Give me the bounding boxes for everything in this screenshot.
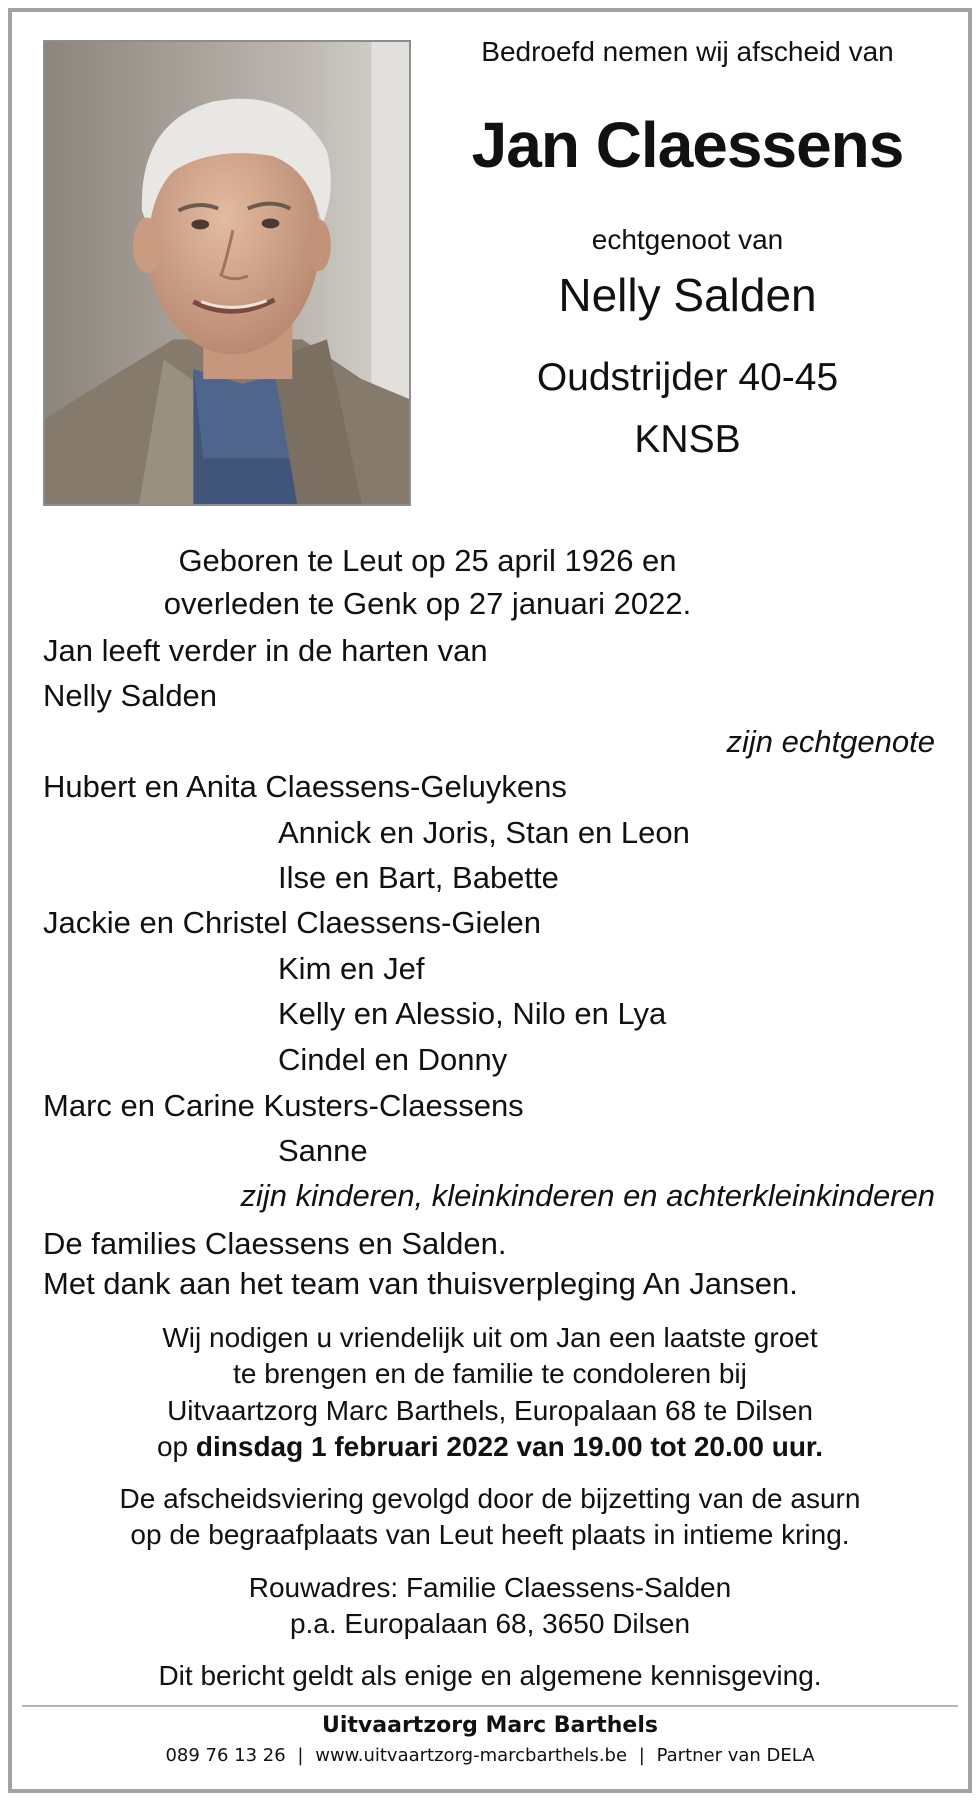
- children-role: zijn kinderen, kleinkinderen en achterkleinkinderen: [240, 1178, 935, 1213]
- ceremony-line-2: op de begraafplaats van Leut heeft plaats in intieme kring.: [130, 1519, 850, 1550]
- born-line: Geboren te Leut op 25 april 1926 en: [178, 543, 677, 578]
- family-spouse: Nelly Salden: [43, 678, 218, 713]
- spouse-label: echtgenoot van: [591, 224, 784, 255]
- footer-separator: |: [638, 1745, 645, 1766]
- families-line: De families Claessens en Salden.: [43, 1226, 507, 1261]
- address-line-2: p.a. Europalaan 68, 3650 Dilsen: [289, 1608, 691, 1639]
- family-line: Kelly en Alessio, Nilo en Lya: [278, 996, 667, 1031]
- footer-phone: 089 76 13 26: [165, 1745, 286, 1766]
- footer-partner: Partner van DELA: [656, 1745, 815, 1766]
- title-line-2: KNSB: [634, 418, 741, 461]
- spouse-name: Nelly Salden: [558, 269, 817, 321]
- family-line: Cindel en Donny: [278, 1042, 508, 1077]
- notice-line: Dit bericht geldt als enige en algemene kennisgeving.: [158, 1660, 822, 1691]
- deceased-name: Jan Claessens: [471, 109, 904, 181]
- title-line-1: Oudstrijder 40-45: [536, 356, 839, 399]
- invitation-prefix: op: [156, 1431, 196, 1462]
- family-line: Annick en Joris, Stan en Leon: [278, 815, 690, 850]
- invitation-line-2: te brengen en de familie te condoleren bij: [233, 1358, 747, 1389]
- family-intro: Jan leeft verder in de harten van: [43, 633, 488, 668]
- footer-website-link[interactable]: www.uitvaartzorg-marcbarthels.be: [315, 1745, 628, 1766]
- portrait-photo: [43, 40, 411, 506]
- family-line: Jackie en Christel Claessens-Gielen: [43, 905, 541, 940]
- thanks-line: Met dank aan het team van thuisverpleging An Jansen.: [43, 1266, 798, 1301]
- address-line-1: Rouwadres: Familie Claessens-Salden: [248, 1572, 732, 1603]
- spouse-role: zijn echtgenote: [726, 724, 935, 759]
- family-line: Hubert en Anita Claessens-Geluykens: [43, 769, 567, 804]
- footer-separator: |: [297, 1745, 304, 1766]
- invitation-line-1: Wij nodigen u vriendelijk uit om Jan een laatste groet: [162, 1322, 818, 1353]
- died-line: overleden te Genk op 27 januari 2022.: [163, 586, 692, 621]
- ceremony-line-1: De afscheidsviering gevolgd door de bijzetting van de asurn: [119, 1483, 861, 1514]
- footer-contact: [0, 1745, 980, 1766]
- footer-divider: [22, 1705, 958, 1707]
- intro-text: Bedroefd nemen wij afscheid van: [481, 36, 894, 67]
- visitation-time: dinsdag 1 februari 2022 van 19.00 tot 20.00 uur.: [195, 1431, 824, 1462]
- family-line: Marc en Carine Kusters-Claessens: [43, 1088, 524, 1123]
- family-line: Sanne: [278, 1133, 368, 1168]
- family-line: Ilse en Bart, Babette: [278, 860, 559, 895]
- invitation-line-3: Uitvaartzorg Marc Barthels, Europalaan 68 te Dilsen: [167, 1395, 813, 1426]
- invitation-line-4: [0, 1431, 980, 1463]
- family-line: Kim en Jef: [278, 951, 425, 986]
- footer-company: Uitvaartzorg Marc Barthels: [322, 1713, 658, 1738]
